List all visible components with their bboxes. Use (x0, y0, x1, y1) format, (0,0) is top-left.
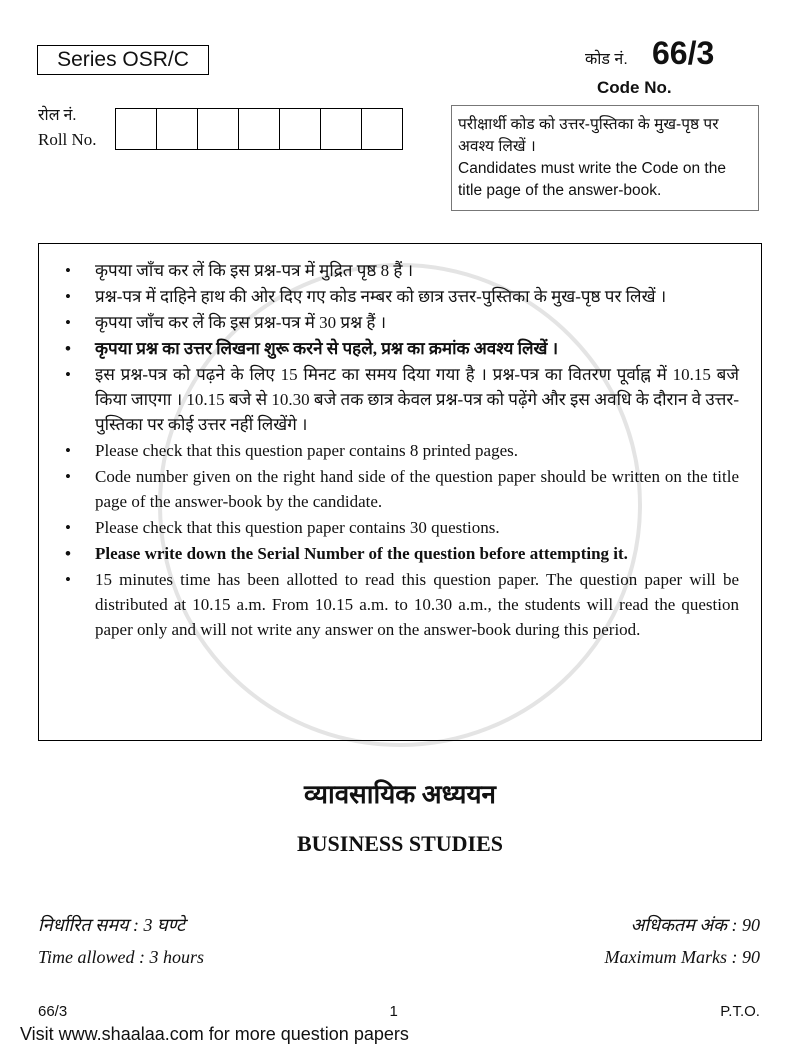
instruction-item: • इस प्रश्न-पत्र को पढ़ने के लिए 15 मिनट का समय दिया गया है । प्रश्न-पत्र का वितरण पूर्वाह्न में 10.15 बजे किया जाएगा । 10.15 बजे से 10.30 बजे तक छात्र केवल प्रश्न-पत्र को पढ़ेंगे और इस अवधि के दौरान वे उत्तर-पुस्तिका पर कोई उत्तर नहीं लिखेंगे । (65, 362, 739, 437)
instruction-item: • कृपया प्रश्न का उत्तर लिखना शुरू करने से पहले, प्रश्न का क्रमांक अवश्य लिखें । (65, 336, 739, 361)
meta-row (38, 945, 760, 969)
meta-row-hindi (38, 913, 760, 937)
visit-link[interactable]: Visit www.shaalaa.com for more question papers (20, 1024, 409, 1044)
time-allowed-hindi: निर्धारित समय : 3 घण्टे (38, 915, 186, 935)
instruction-item: • कृपया जाँच कर लें कि इस प्रश्न-पत्र में 30 प्रश्न हैं । (65, 310, 739, 335)
code-label-hindi: कोड नं. (585, 51, 628, 68)
instructions-box (38, 243, 762, 741)
main-content (0, 243, 800, 1045)
code-label: Code No. (597, 78, 672, 97)
roll-number-boxes (115, 108, 403, 150)
instruction-item: • Please write down the Serial Number of the question before attempting it. (65, 541, 739, 566)
max-marks-hindi: अधिकतम अंक : 90 (630, 915, 760, 935)
code-note-box (451, 105, 759, 211)
instruction-item: • Please check that this question paper contains 30 questions. (65, 515, 739, 540)
footer-code: 66/3 (38, 1003, 68, 1020)
instruction-item: • Code number given on the right hand side of the question paper should be written on the title page of the answer-book by the candidate. (65, 464, 739, 514)
roll-box (198, 108, 239, 150)
instruction-item: • Please check that this question paper contains 8 printed pages. (65, 438, 739, 463)
pto-label: P.T.O. (720, 1003, 760, 1020)
subject-title-hindi: व्यावसायिक अध्ययन (304, 780, 496, 809)
roll-box (116, 108, 157, 150)
roll-label: Roll No. (38, 130, 97, 149)
series-label: Series OSR/C (37, 45, 209, 75)
time-allowed: Time allowed : 3 hours (38, 947, 205, 967)
instruction-item: • 15 minutes time has been allotted to read this question paper. The question paper will be distributed at 10.15 a.m. From 10.15 a.m. to 10.30 a.m., the students will read the question paper only and will not write any answer on the answer-book during this period. (65, 567, 739, 642)
roll-box (321, 108, 362, 150)
page-number: 1 (389, 1003, 398, 1020)
roll-label-hindi: रोल नं. (38, 107, 77, 124)
roll-box (362, 108, 403, 150)
roll-box (239, 108, 280, 150)
max-marks: Maximum Marks : 90 (604, 947, 760, 967)
roll-box (157, 108, 198, 150)
roll-box (280, 108, 321, 150)
code-note-english: Candidates must write the Code on the title page of the answer-book. (458, 160, 726, 199)
code-note-hindi: परीक्षार्थी कोड को उत्तर-पुस्तिका के मुख-पृष्ठ पर अवश्य लिखें । (458, 116, 719, 155)
instruction-item: • कृपया जाँच कर लें कि इस प्रश्न-पत्र में मुद्रित पृष्ठ 8 हैं । (65, 258, 739, 283)
footer (38, 1003, 760, 1021)
code-number: 66/3 (652, 35, 715, 71)
instruction-item: • प्रश्न-पत्र में दाहिने हाथ की ओर दिए गए कोड नम्बर को छात्र उत्तर-पुस्तिका के मुख-पृष्ठ पर लिखें । (65, 284, 739, 309)
subject-title: BUSINESS STUDIES (296, 831, 504, 856)
